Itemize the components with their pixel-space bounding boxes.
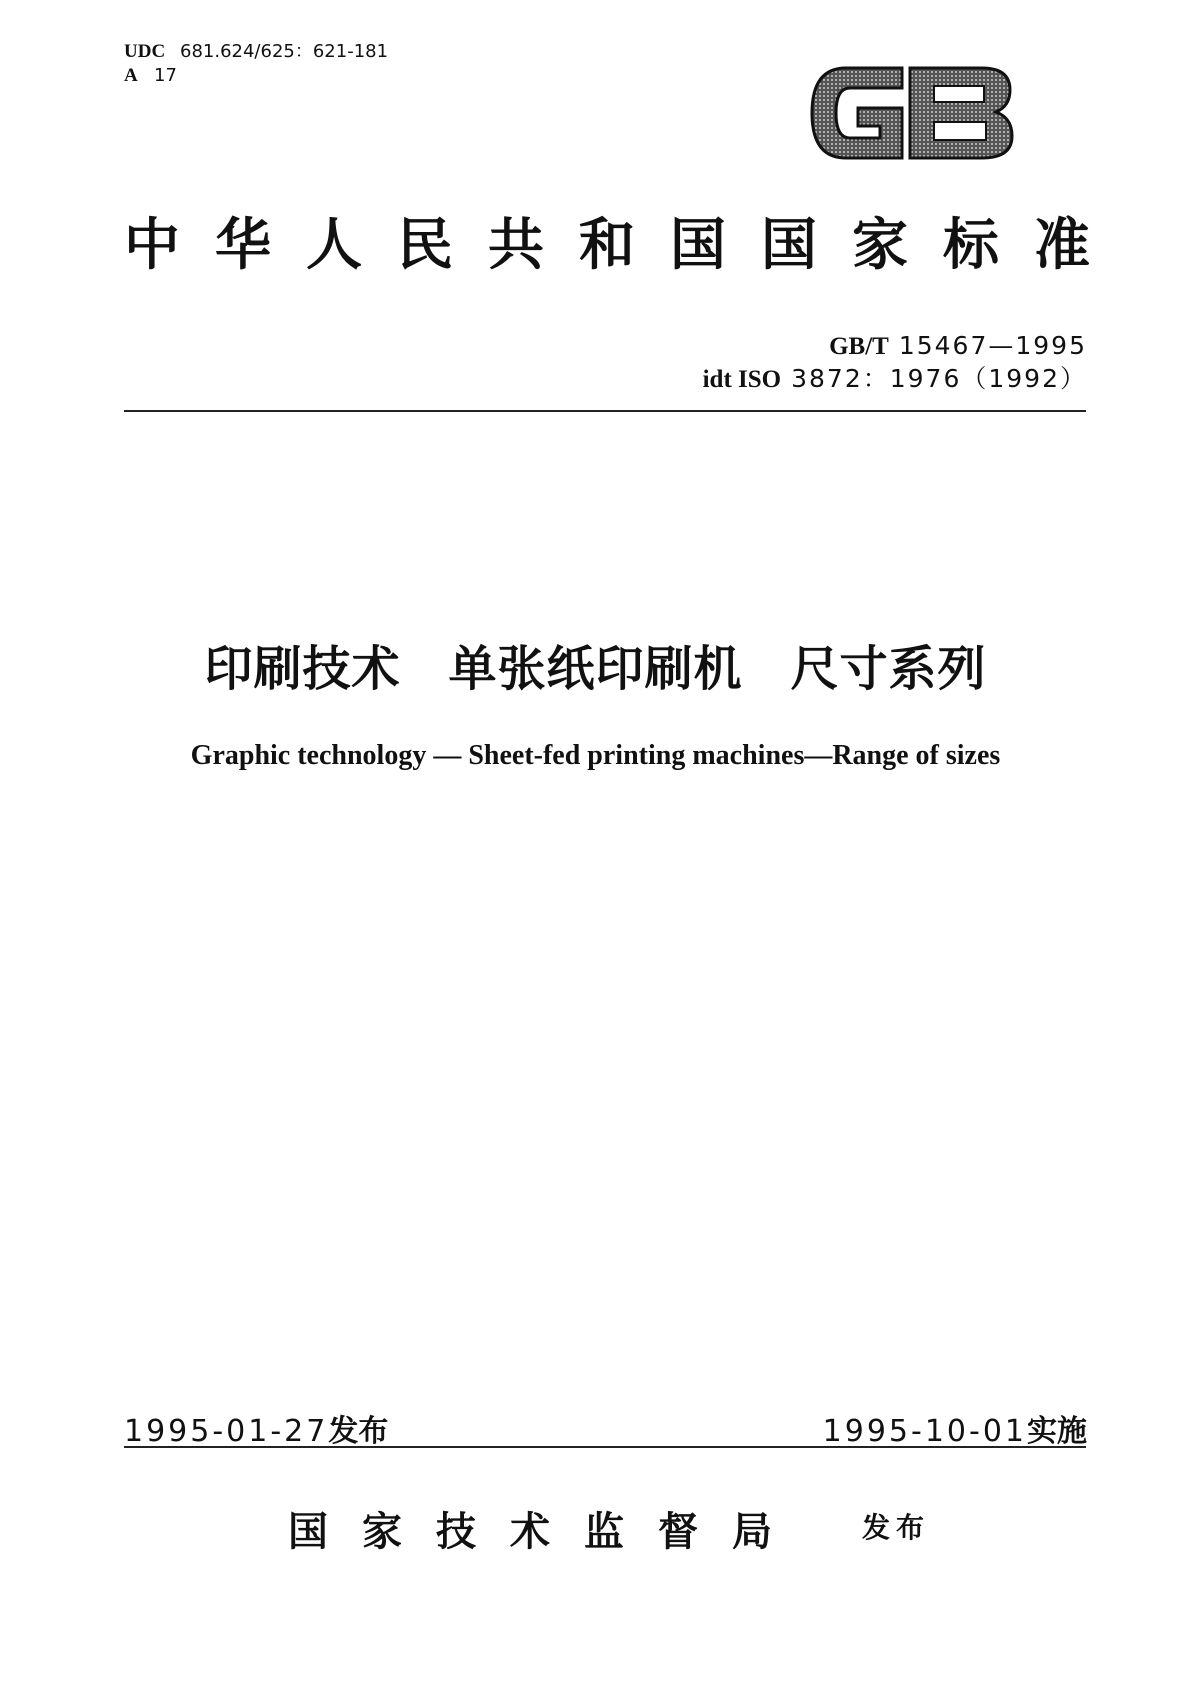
udc-label: UDC	[124, 41, 166, 62]
iso-number: 3872：1976（1992）	[791, 364, 1087, 393]
gb-logo-icon	[806, 58, 1018, 168]
publisher-char: 国	[288, 1509, 328, 1554]
publisher-char: 监	[584, 1509, 624, 1554]
main-title-char: 和	[579, 215, 635, 277]
udc-value: 681.624/625：621-181	[180, 41, 389, 62]
english-title: Graphic technology — Sheet-fed printing machines—Range of sizes	[190, 740, 1001, 771]
iso-label: idt ISO	[702, 366, 782, 393]
effective-label: 实施	[1027, 1414, 1087, 1449]
chinese-title-part: 印刷技术	[204, 641, 401, 697]
class-value: 17	[154, 65, 177, 86]
class-line	[124, 64, 388, 88]
main-title-char: 中	[124, 215, 180, 277]
effective-date-block	[823, 1406, 1087, 1450]
main-title-char: 人	[306, 215, 362, 277]
publisher-char: 家	[362, 1509, 402, 1554]
main-title-char: 民	[397, 215, 453, 277]
chinese-title	[0, 630, 1191, 699]
effective-date: 1995-10-01	[822, 1414, 1027, 1449]
publisher-char: 督	[658, 1509, 698, 1554]
main-title-char: 共	[488, 215, 544, 277]
publisher-char: 局	[732, 1509, 772, 1554]
bottom-divider	[124, 1446, 1086, 1448]
chinese-title-part: 单张纸印刷机	[448, 641, 743, 697]
classification-block	[124, 40, 388, 88]
issue-label: 发布	[328, 1414, 389, 1449]
publisher-char: 技	[436, 1509, 476, 1554]
publish-action: 发布	[862, 1511, 931, 1544]
main-title-char: 标	[943, 215, 999, 277]
top-divider	[124, 410, 1086, 412]
main-title-char: 华	[215, 215, 271, 277]
main-title-char: 家	[852, 215, 908, 277]
udc-line	[124, 40, 388, 64]
issue-date-block	[124, 1406, 388, 1450]
main-title	[124, 216, 1090, 276]
iso-number-line	[703, 363, 1087, 396]
main-title-char: 国	[761, 215, 817, 277]
gb-label: GB/T	[829, 333, 889, 360]
publisher-char: 术	[510, 1509, 550, 1554]
main-title-char: 准	[1034, 215, 1090, 277]
gb-number-line	[703, 330, 1087, 363]
chinese-title-part: 尺寸系列	[790, 641, 987, 697]
main-title-char: 国	[670, 215, 726, 277]
publisher-name	[288, 1500, 806, 1557]
issue-date: 1995-01-27	[124, 1414, 329, 1449]
class-label: A	[124, 65, 138, 86]
gb-number: 15467—1995	[898, 331, 1087, 360]
standard-number-block	[703, 330, 1087, 396]
